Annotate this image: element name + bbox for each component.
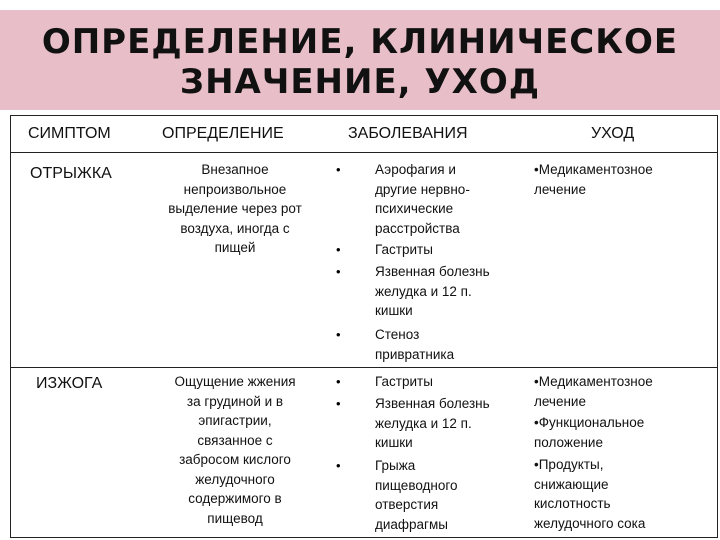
disease-item <box>375 262 490 321</box>
bullet-icon: • <box>336 327 341 342</box>
disease-line: кишки <box>375 435 413 450</box>
disease-item <box>375 160 470 238</box>
header-diseases: ЗАБОЛЕВАНИЯ <box>348 125 468 142</box>
row-divider <box>10 367 718 368</box>
definition-line: выделение через рот <box>168 201 302 216</box>
header-definition: ОПРЕДЕЛЕНИЕ <box>162 125 284 142</box>
disease-line: Гастриты <box>375 242 433 257</box>
disease-line: желудка и 12 п. <box>375 415 472 431</box>
disease-line: расстройства <box>375 220 460 236</box>
bullet-icon: • <box>336 242 341 257</box>
disease-line: Язвенная болезнь <box>375 264 490 279</box>
definition-line: воздуха, иногда с <box>180 220 290 236</box>
disease-line: Грыжа <box>375 458 416 473</box>
disease-line: диафрагмы <box>375 516 448 532</box>
disease-item <box>375 394 490 453</box>
disease-line: привратника <box>375 346 455 362</box>
disease-line: Гастриты <box>375 374 433 389</box>
bullet-icon: • <box>336 162 341 177</box>
care-line: •Медикаментозное <box>534 162 653 177</box>
definition-line: за грудиной и в <box>186 393 284 409</box>
care-item <box>534 455 645 533</box>
table-border-top <box>10 115 718 116</box>
header-care: УХОД <box>591 125 635 142</box>
slide-title-line-1: ОПРЕДЕЛЕНИЕ, КЛИНИЧЕСКОЕ <box>41 22 679 62</box>
disease-line: желудка и 12 п. <box>375 283 472 299</box>
care-line: •Функциональное <box>534 415 645 430</box>
table-border-left <box>10 115 11 538</box>
bullet-icon: • <box>336 264 341 279</box>
care-item <box>534 160 653 199</box>
disease-item <box>375 325 454 364</box>
header-symptom: СИМПТОМ <box>28 125 111 142</box>
definition-line: забросом кислого <box>179 452 291 467</box>
definition-line: непроизвольное <box>183 181 287 197</box>
definition-belching <box>150 160 320 258</box>
bullet-icon: • <box>336 374 341 389</box>
care-item <box>534 372 653 411</box>
definition-line: пищевод <box>207 510 263 526</box>
slide-title <box>0 22 720 102</box>
header-divider <box>10 152 718 153</box>
care-item <box>534 413 644 452</box>
bullet-icon: • <box>336 458 341 473</box>
disease-line: Стеноз <box>375 327 420 342</box>
care-line: снижающие <box>534 476 609 492</box>
slide-title-line-2: ЗНАЧЕНИЕ, УХОД <box>179 62 541 102</box>
disease-line: другие нервно- <box>375 181 470 197</box>
care-line: •Медикаментозное <box>534 374 653 389</box>
disease-line: Язвенная болезнь <box>375 396 490 411</box>
disease-item <box>375 372 433 392</box>
care-line: лечение <box>534 393 586 409</box>
definition-line: связанное с <box>197 432 273 448</box>
symptom-belching: ОТРЫЖКА <box>30 165 112 182</box>
care-line: желудочного сока <box>534 515 646 531</box>
definition-line: эпигастрии, <box>198 413 272 428</box>
disease-line: отверстия <box>375 497 439 512</box>
bullet-icon: • <box>336 396 341 411</box>
care-line: кислотность <box>534 496 611 511</box>
definition-line: Внезапное <box>201 162 269 177</box>
definition-line: пищей <box>214 240 256 255</box>
disease-item <box>375 240 433 260</box>
disease-item <box>375 456 458 534</box>
care-line: положение <box>534 434 603 450</box>
care-line: лечение <box>534 181 586 197</box>
definition-line: содержимого в <box>188 491 282 506</box>
definition-heartburn <box>150 372 320 528</box>
table-border-bottom <box>10 537 718 538</box>
disease-line: кишки <box>375 303 413 318</box>
disease-line: пищеводного <box>375 477 458 493</box>
disease-line: психические <box>375 201 454 216</box>
table-border-right <box>717 115 718 538</box>
care-line: •Продукты, <box>534 457 604 472</box>
symptom-heartburn: ИЗЖОГА <box>36 375 103 392</box>
disease-line: Аэрофагия и <box>375 162 456 177</box>
definition-line: желудочного <box>195 471 275 487</box>
definition-line: Ощущение жжения <box>174 374 296 389</box>
